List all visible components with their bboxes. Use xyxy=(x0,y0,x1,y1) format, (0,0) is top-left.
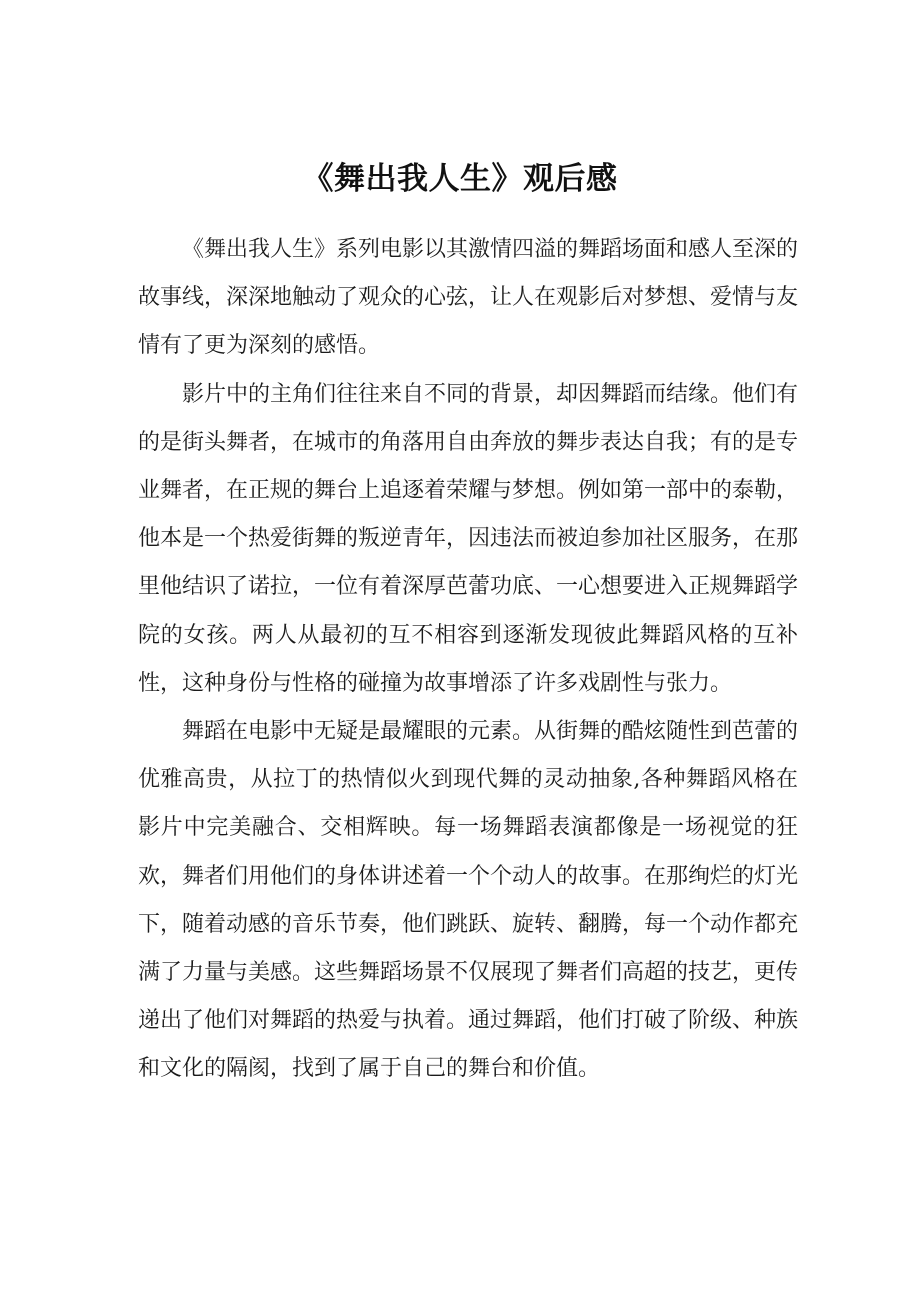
document-title: 《舞出我人生》观后感 xyxy=(302,160,618,197)
paragraph-intro: 《舞出我人生》系列电影以其激情四溢的舞蹈场面和感人至深的故事线，深深地触动了观众的心弦，让人在观影后对梦想、爱情与友情有了更为深刻的感悟。 xyxy=(138,237,799,359)
paragraph-characters: 影片中的主角们往往来自不同的背景，却因舞蹈而结缘。他们有的是街头舞者，在城市的角落用自由奔放的舞步表达自我；有的是专业舞者，在正规的舞台上追逐着荣耀与梦想。例如第一部中的泰勒，他本是一个热爱街舞的叛逆青年，因违法而被迫参加社区服务，在那里他结识了诺拉，一位有着深厚芭蕾功底、一心想要进入正规舞蹈学院的女孩。两人从最初的互不相容到逐渐发现彼此舞蹈风格的互补性，这种身份与性格的碰撞为故事增添了许多戏剧性与张力。 xyxy=(138,381,799,696)
paragraph-dance: 舞蹈在电影中无疑是最耀眼的元素。从街舞的酷炫随性到芭蕾的优雅高贵，从拉丁的热情似火到现代舞的灵动抽象,各种舞蹈风格在影片中完美融合、交相辉映。每一场舞蹈表演都像是一场视觉的狂欢，舞者们用他们的身体讲述着一个个动人的故事。在那绚烂的灯光下，随着动感的音乐节奏，他们跳跃、旋转、翻腾，每一个动作都充满了力量与美感。这些舞蹈场景不仅展现了舞者们高超的技艺，更传递出了他们对舞蹈的热爱与执着。通过舞蹈，他们打破了阶级、种族和文化的隔阂，找到了属于自己的舞台和价值。 xyxy=(138,719,799,1082)
document-body xyxy=(138,226,798,1094)
